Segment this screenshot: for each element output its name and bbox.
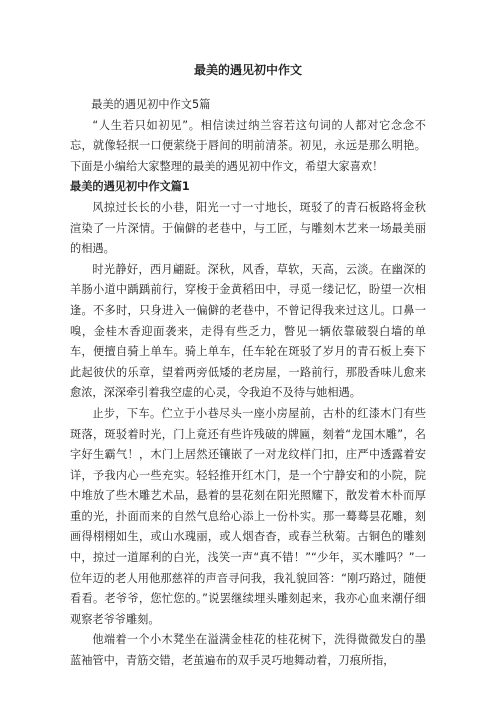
body-paragraph-4: 他端着一个小木凳坐在溢满金桂花的桂花树下，洗得微微发白的墨蓝袖管中，青筋交错，老茧遍布的双手灵巧地舞动着，刀痕所指， <box>70 633 426 668</box>
body-paragraph-2: 时光静好，西月翩跹。深秋，风香，草软，天高，云淡。在幽深的羊肠小道中踽踽前行，穿梭于金黄稻田中，寻觅一缕记忆，盼望一次相逢。不多时，只身进入一偏僻的老巷中，不曾记得我来过这儿。口鼻一嗅，金桂木香迎面袭来，走得有些乏力，瞥见一辆依靠破裂白墙的单车，便擅自骑上单车。骑上单车，任车轮在斑驳了岁月的青石板上奏下此起彼伏的乐章，望着两旁低矮的老房屋，一路前行，那股香味儿愈来愈浓，深深牵引着我空虚的心灵，令我迫不及待与她相遇。 <box>70 262 426 400</box>
body-paragraph-1: 风掠过长长的小巷，阳光一寸一寸地长，斑驳了的青石板路将金秋渲染了一片深情。于偏僻的老巷中，与工匠，与雕刻木艺来一场最美丽的相遇。 <box>70 200 426 256</box>
intro-line: 最美的遇见初中作文5篇 <box>91 98 211 111</box>
intro-paragraph: “人生若只如初见”。相信读过纳兰容若这句词的人都对它念念不忘，就像轻抿一口便萦绕于唇间的明前清茶。初见，永远是那么明艳。下面是小编给大家整理的最美的遇见初中作文，希望大家喜欢！ <box>70 118 426 173</box>
section-heading: 最美的遇见初中作文篇1 <box>70 180 190 194</box>
body-paragraph-3: 止步，下车。伫立于小巷尽头一座小房屋前，古朴的红漆木门有些斑落，斑驳着时光，门上竟还有些许残破的牌匾，刻着“龙国木雕”，名字好生霸气！，木门上居然还镶嵌了一对龙纹样门扣，庄严中透露着安详，予我内心一些充实。轻轻推开红木门，是一个宁静安和的小院，院中堆放了些木雕艺术品，悬着的昙花刻在阳光照耀下，散发着木朴而厚重的光，扑面而来的自然气息给心添上一份朴实。那一蓦蓦昙花雕，刻画得栩栩如生，或山水瑰丽，或人烟杳杳，或春兰秋菊。古铜色的雕刻中，掠过一道犀利的白光，浅笑一声“真不错！”“少年，买木雕吗？”一位年迈的老人用他那慈祥的声音寻问我，我礼貌回答：“刚巧路过，随便看看。老爷爷，您忙您的。”说罢继续埋头雕刻起来，我亦心血来潮仔细观察老爷爷雕刻。 <box>70 406 426 626</box>
document-title: 最美的遇见初中作文 <box>193 63 302 77</box>
